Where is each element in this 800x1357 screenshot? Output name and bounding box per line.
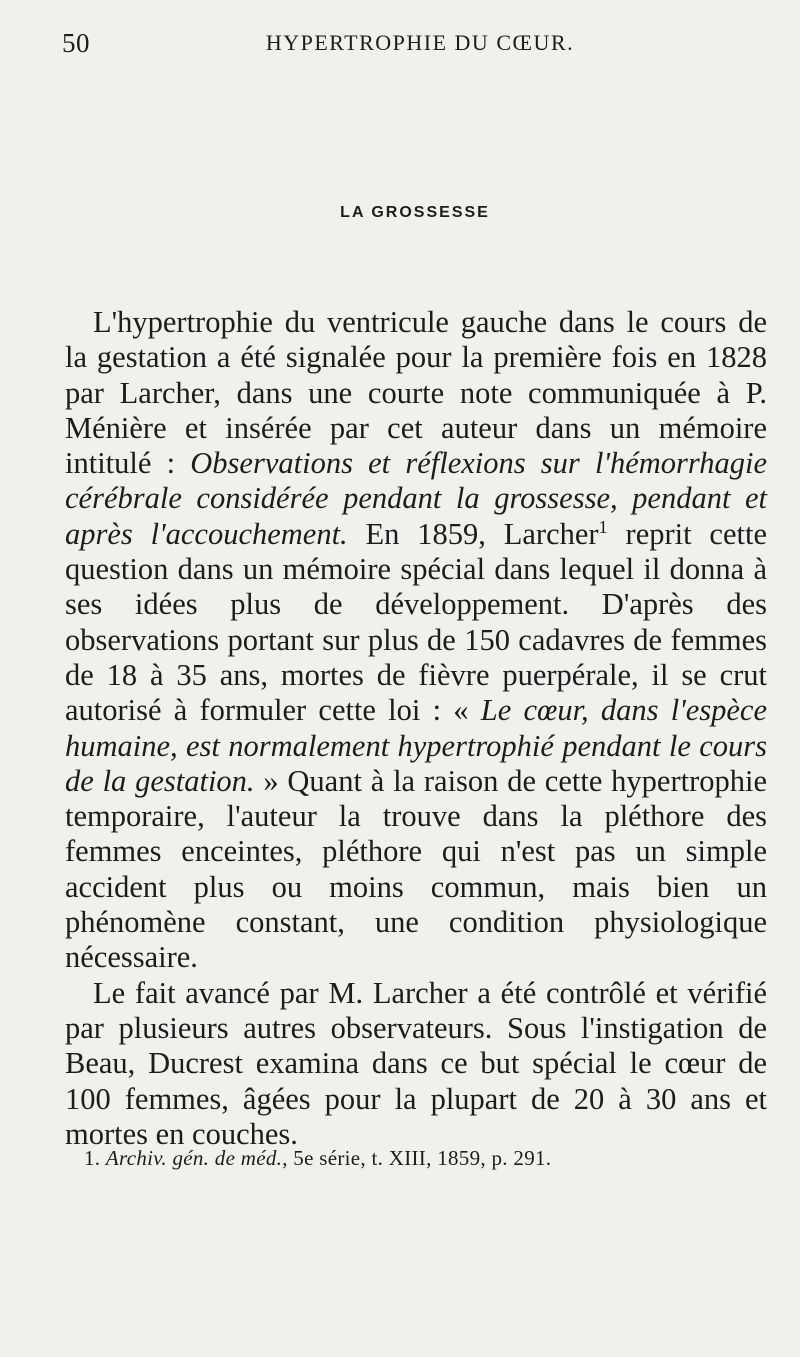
footnote-details: , 5e série, t. XIII, 1859, p. 291. bbox=[282, 1146, 552, 1170]
footnote-number: 1. bbox=[84, 1146, 101, 1170]
italic-text: Le cœur, dans l'espèce humaine, est normalement hypertrophié pendant le cours de la gestation. bbox=[65, 693, 767, 798]
text-run: reprit cette question dans un mémoire spécial dans lequel il donna à ses idées plus de développement. D'après des observations portant sur plus de 150 cadavres de femmes de 18 à 35 ans, mortes de fièvre puerpérale, il se crut autorisé à formuler cette loi : « bbox=[65, 516, 767, 728]
footnote bbox=[84, 1146, 744, 1171]
text-run: En 1859, Larcher bbox=[347, 516, 599, 551]
section-heading: LA GROSSESSE bbox=[340, 204, 490, 221]
footnote-source: Archiv. gén. de méd. bbox=[105, 1146, 283, 1170]
text-run: Le fait avancé par M. Larcher a été contrôlé et vérifié par plusieurs autres observateurs. Sous l'instigation de Beau, Ducrest examina dans ce but spécial le cœur de 100 femmes, âgées pour la plupart de 20 à 30 ans et mortes en couches. bbox=[65, 975, 767, 1151]
body-text bbox=[65, 305, 767, 1152]
text-run: L'hypertrophie du ventricule gauche dans le cours de la gestation a été signalée pour la première fois en 1828 par Larcher, dans une courte note communiquée à P. Ménière et insérée par cet auteur dans un mémoire intitulé : bbox=[65, 305, 767, 481]
running-head bbox=[62, 28, 738, 68]
paragraph bbox=[65, 305, 767, 976]
running-title: HYPERTROPHIE DU CŒUR. bbox=[265, 30, 575, 55]
italic-text: Observations et réflexions sur l'hémorrhagie cérébrale considérée pendant la grossesse, pendant et après l'accouchement. bbox=[65, 446, 767, 551]
text-run: » Quant à la raison de cette hypertrophie temporaire, l'auteur la trouve dans la pléthore des femmes enceintes, pléthore qui n'est pas un simple accident plus ou moins commun, mais bien un phénomène constant, une condition physiologique nécessaire. bbox=[65, 763, 767, 975]
paragraph bbox=[65, 976, 767, 1152]
footnote-ref: 1 bbox=[598, 516, 608, 537]
page-number: 50 bbox=[62, 28, 90, 58]
